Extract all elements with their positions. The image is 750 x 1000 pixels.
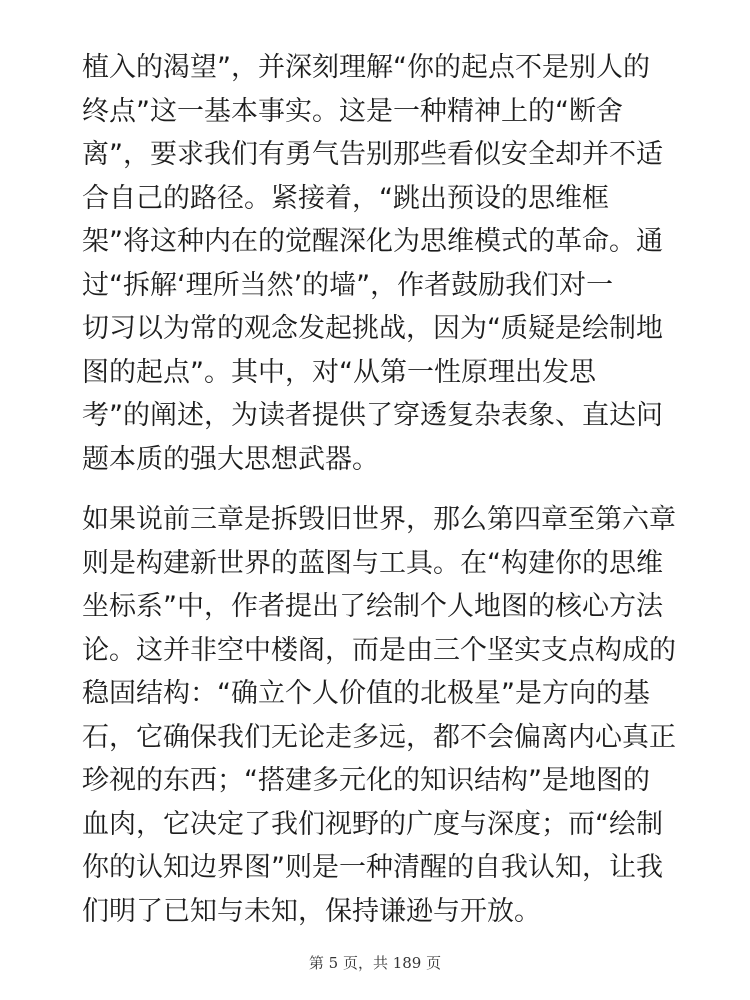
paragraph-1 (82, 46, 672, 481)
text-line: 如果说前三章是拆毁旧世界，那么第四章至第六章 (82, 504, 676, 535)
text-line: 们明了已知与未知，保持谦逊与开放。 (82, 895, 541, 927)
text-line: 题本质的强大思想武器。 (82, 443, 379, 475)
text-line: 珍视的东西；“搭建多元化的知识结构”是地图的 (82, 765, 650, 796)
text-line: 离”，要求我们有勇气告别那些看似安全却并不适 (82, 139, 663, 170)
text-line: 终点”这一基本事实。这是一种精神上的“断舍 (82, 95, 623, 127)
text-line: 植入的渴望”，并深刻理解“你的起点不是别人的 (82, 52, 650, 83)
text-line: 你的认知边界图”则是一种清醒的自我认知，让我 (82, 852, 663, 883)
text-line: 架”将这种内在的觉醒深化为思维模式的革命。通 (82, 226, 663, 257)
text-line: 考”的阐述，为读者提供了穿透复杂表象、直达问 (82, 400, 663, 431)
text-line: 石，它确保我们无论走多远，都不会偏离内心真正 (82, 721, 676, 753)
text-line: 图的起点”。其中，对“从第一性原理出发思 (82, 356, 596, 388)
text-line: 论。这并非空中楼阁，而是由三个坚实支点构成的 (82, 634, 676, 666)
body-text (82, 46, 676, 933)
text-line: 切习以为常的观念发起挑战，因为“质疑是绘制地 (82, 313, 663, 344)
page-number-footer: 第 5 页，共 189 页 (308, 954, 442, 972)
text-line: 合自己的路径。紧接着，“跳出预设的思维框 (82, 182, 609, 214)
text-line: 则是构建新世界的蓝图与工具。在“构建你的思维 (82, 547, 663, 579)
text-line: 稳固结构：“确立个人价值的北极星”是方向的基 (82, 678, 650, 709)
text-line: 血肉，它决定了我们视野的广度与深度；而“绘制 (82, 808, 663, 840)
text-line: 坐标系”中，作者提出了绘制个人地图的核心方法 (82, 591, 663, 622)
text-line: 过“拆解‘理所当然’的墙”，作者鼓励我们对一 (82, 269, 614, 301)
paragraph-2 (82, 498, 676, 933)
